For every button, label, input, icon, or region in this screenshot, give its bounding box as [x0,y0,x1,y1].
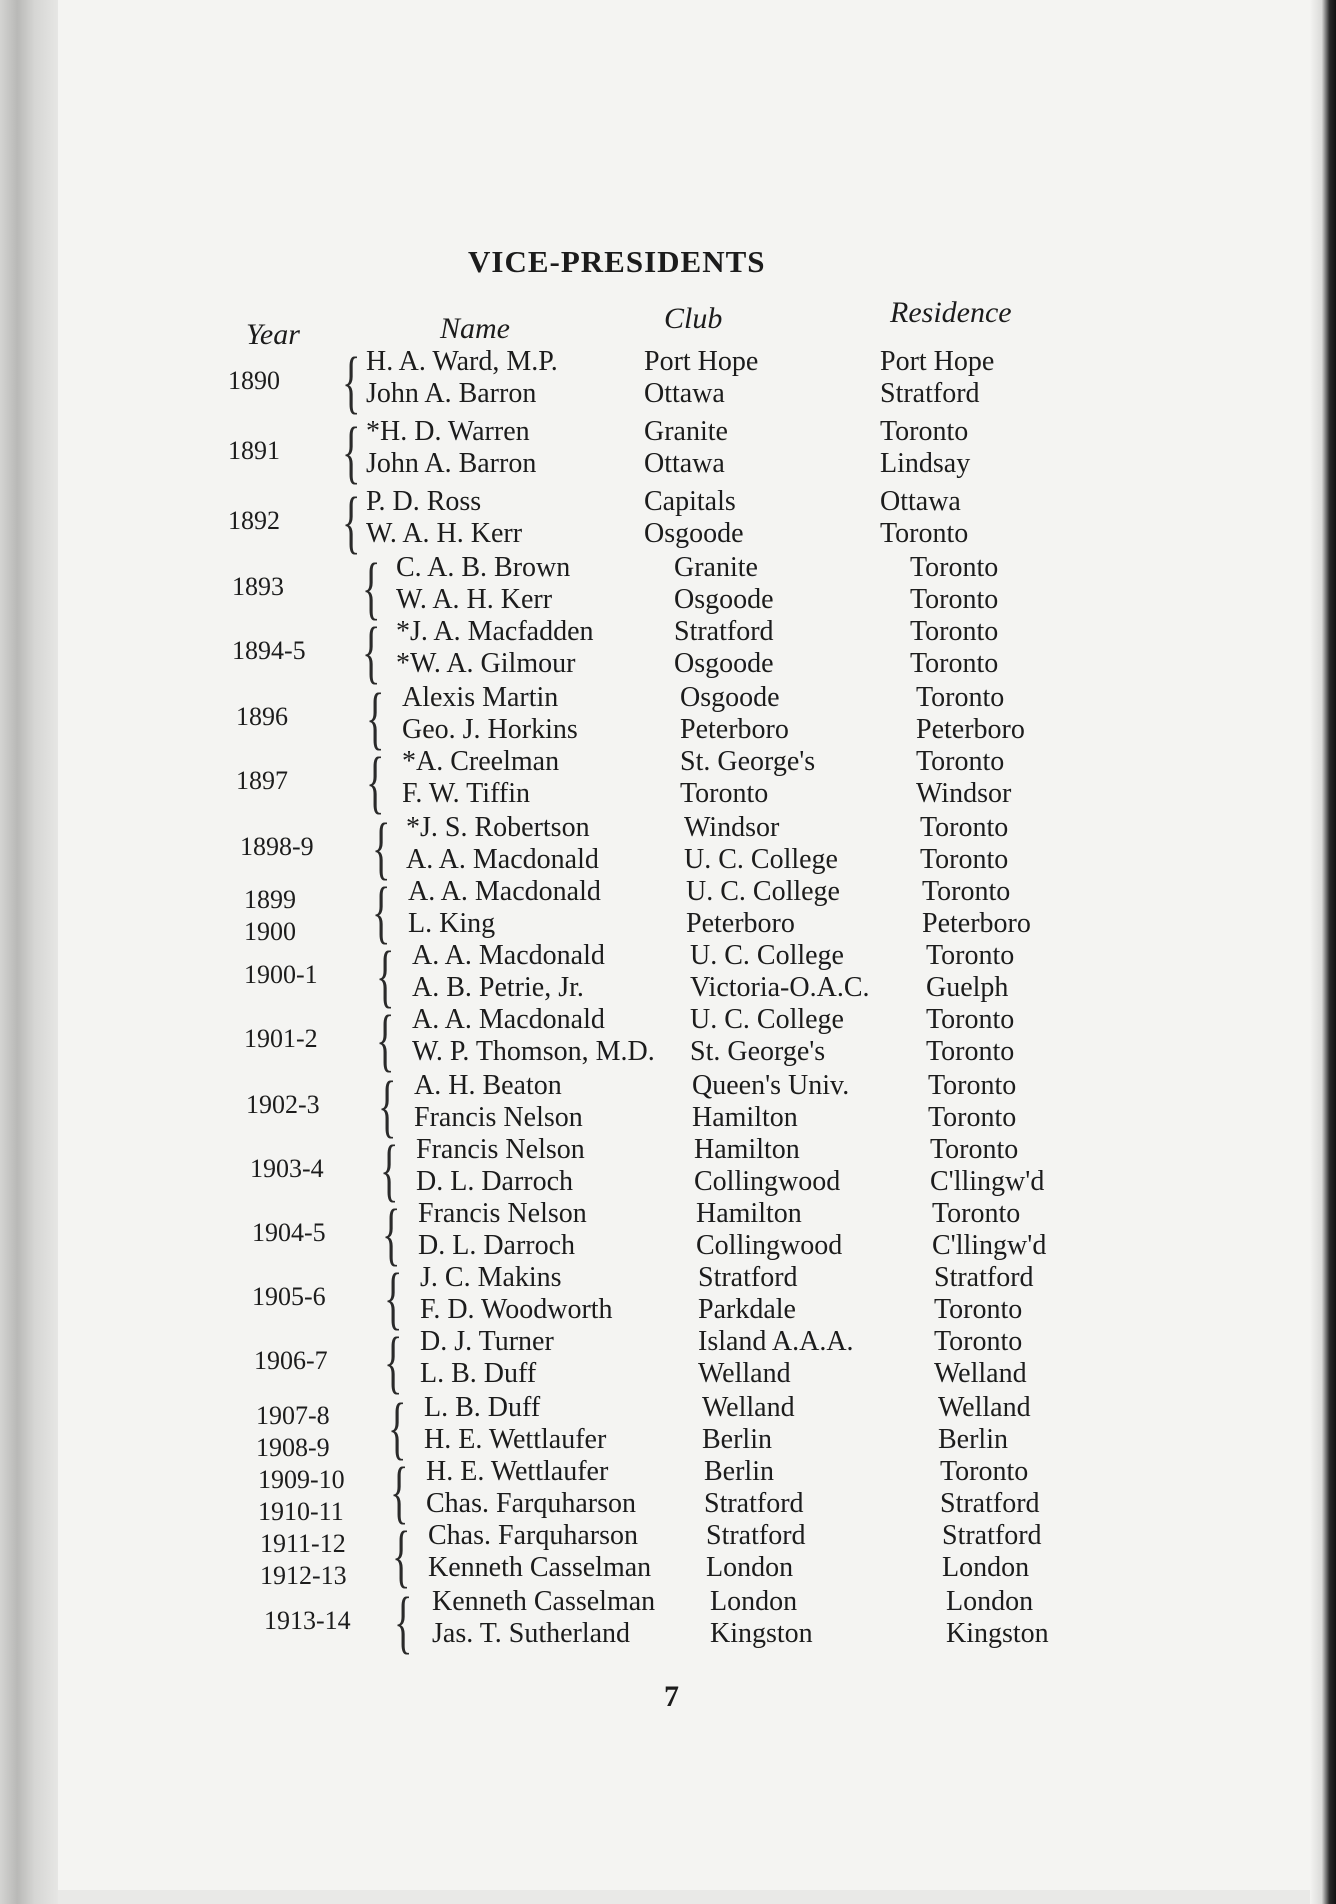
residence-cell: Toronto [934,1294,1023,1325]
club-cell: Stratford [698,1262,798,1293]
year-group [0,614,1300,691]
residence-cell: Toronto [922,876,1011,907]
year-cell: 1892 [228,506,280,535]
residence-cell: London [942,1552,1030,1583]
year-cell-first: 1909-10 [258,1465,345,1494]
name-cell: H. E. Wettlaufer [424,1424,607,1455]
year-group [0,484,1300,561]
residence-cell: London [946,1586,1034,1617]
year-group [0,1518,1300,1595]
residence-cell: Toronto [928,1070,1017,1101]
residence-cell: Toronto [916,746,1005,777]
year-group [0,1068,1300,1145]
club-cell: Queen's Univ. [692,1070,850,1101]
year-cell: 1902-3 [246,1090,320,1119]
club-cell: Welland [702,1392,795,1423]
year-cell: 1890 [228,366,280,395]
group-brace: { [382,1196,401,1273]
name-cell: A. A. Macdonald [408,876,601,907]
header-club: Club [664,302,723,335]
year-cell: 1905-6 [252,1282,326,1311]
name-cell: P. D. Ross [366,486,482,517]
group-brace: { [394,1584,413,1661]
residence-cell: Ottawa [880,486,961,517]
residence-cell: Toronto [930,1134,1019,1165]
club-cell: Collingwood [694,1166,841,1197]
name-cell: W. P. Thomson, M.D. [412,1036,655,1067]
group-brace: { [366,680,385,757]
name-cell: Kenneth Casselman [432,1586,656,1617]
residence-cell: Toronto [932,1198,1021,1229]
club-cell: St. George's [690,1036,826,1067]
year-cell [258,1464,345,1528]
year-cell-first: 1899 [244,885,296,914]
group-brace: { [372,874,391,951]
club-cell: Ottawa [644,378,725,409]
club-cell: Capitals [644,486,736,517]
club-cell: U. C. College [690,940,844,971]
group-brace: { [384,1260,403,1337]
residence-cell: Welland [938,1392,1031,1423]
residence-cell: Berlin [938,1424,1008,1455]
club-cell: Berlin [702,1424,772,1455]
residence-cell: Stratford [942,1520,1042,1551]
residence-cell: Guelph [926,972,1009,1003]
club-cell: Stratford [706,1520,806,1551]
year-group [0,344,1300,421]
name-cell: W. A. H. Kerr [366,518,523,549]
club-cell: Hamilton [694,1134,800,1165]
year-group [0,1196,1300,1273]
residence-cell: Toronto [934,1326,1023,1357]
header-year: Year [246,318,300,351]
group-brace: { [380,1132,399,1209]
year-group [0,810,1300,887]
page-title: VICE-PRESIDENTS [468,244,766,279]
residence-cell: Toronto [928,1102,1017,1133]
club-cell: Parkdale [698,1294,796,1325]
name-cell: *A. Creelman [402,746,560,777]
group-brace: { [372,810,391,887]
year-group [0,938,1300,1015]
club-cell: U. C. College [686,876,840,907]
club-cell: Granite [644,416,728,447]
residence-cell: C'llingw'd [930,1166,1045,1197]
group-brace: { [362,614,381,691]
name-cell: L. King [408,908,496,939]
header-residence: Residence [890,296,1012,329]
year-cell: 1896 [236,702,288,731]
club-cell: Osgoode [680,682,780,713]
year-group [0,1002,1300,1079]
residence-cell: C'llingw'd [932,1230,1047,1261]
group-brace: { [376,938,395,1015]
year-group [0,1454,1300,1531]
name-cell: Alexis Martin [402,682,559,713]
club-cell: Stratford [674,616,774,647]
club-cell: Collingwood [696,1230,843,1261]
residence-cell: Toronto [880,416,969,447]
year-group [0,744,1300,821]
residence-cell: Toronto [910,584,999,615]
name-cell: *J. A. Macfadden [396,616,594,647]
year-cell: 1904-5 [252,1218,326,1247]
year-cell: 1897 [236,766,288,795]
club-cell: Kingston [710,1618,813,1649]
year-cell-first: 1911-12 [260,1529,346,1558]
residence-cell: Toronto [910,648,999,679]
name-cell: A. A. Macdonald [406,844,599,875]
residence-cell: Stratford [940,1488,1040,1519]
club-cell: London [706,1552,794,1583]
name-cell: L. B. Duff [420,1358,537,1389]
name-cell: Francis Nelson [418,1198,587,1229]
residence-cell: Welland [934,1358,1027,1389]
club-cell: Island A.A.A. [698,1326,854,1357]
name-cell: A. A. Macdonald [412,940,605,971]
club-cell: Welland [698,1358,791,1389]
name-cell: D. L. Darroch [418,1230,576,1261]
name-cell: Francis Nelson [416,1134,585,1165]
club-cell: St. George's [680,746,816,777]
residence-cell: Windsor [916,778,1012,809]
year-cell: 1894-5 [232,636,306,665]
year-cell [260,1528,347,1592]
year-cell: 1893 [232,572,284,601]
year-group [0,1584,1300,1661]
year-group [0,1132,1300,1209]
name-cell: A. A. Macdonald [412,1004,605,1035]
year-group [0,874,1300,951]
name-cell: Chas. Farquharson [426,1488,636,1519]
year-group [0,1390,1300,1467]
club-cell: Windsor [684,812,780,843]
residence-cell: Toronto [940,1456,1029,1487]
year-group [0,414,1300,491]
year-cell: 1898-9 [240,832,314,861]
residence-cell: Kingston [946,1618,1049,1649]
club-cell: Victoria-O.A.C. [690,972,870,1003]
residence-cell: Stratford [934,1262,1034,1293]
year-cell-second: 1908-9 [256,1433,330,1462]
group-brace: { [390,1454,409,1531]
group-brace: { [378,1068,397,1145]
year-group [0,1260,1300,1337]
year-cell [256,1400,330,1464]
group-brace: { [388,1390,407,1467]
group-brace: { [342,344,361,421]
club-cell: Osgoode [644,518,744,549]
name-cell: John A. Barron [366,378,537,409]
name-cell: D. J. Turner [420,1326,554,1357]
name-cell: Chas. Farquharson [428,1520,638,1551]
name-cell: *W. A. Gilmour [396,648,576,679]
year-group [0,680,1300,757]
club-cell: U. C. College [690,1004,844,1035]
name-cell: A. H. Beaton [414,1070,562,1101]
name-cell: D. L. Darroch [416,1166,574,1197]
group-brace: { [342,414,361,491]
year-cell: 1906-7 [254,1346,328,1375]
name-cell: C. A. B. Brown [396,552,571,583]
name-cell: F. W. Tiffin [402,778,530,809]
club-cell: Osgoode [674,648,774,679]
group-brace: { [366,744,385,821]
name-cell: H. A. Ward, M.P. [366,346,558,377]
name-cell: L. B. Duff [424,1392,541,1423]
year-cell: 1901-2 [244,1024,318,1053]
name-cell: H. E. Wettlaufer [426,1456,609,1487]
year-cell [244,884,296,948]
year-cell: 1913-14 [264,1606,351,1635]
group-brace: { [342,484,361,561]
residence-cell: Toronto [926,1004,1015,1035]
club-cell: Ottawa [644,448,725,479]
club-cell: Berlin [704,1456,774,1487]
name-cell: J. C. Makins [420,1262,562,1293]
name-cell: W. A. H. Kerr [396,584,553,615]
year-cell: 1900-1 [244,960,318,989]
residence-cell: Toronto [920,844,1009,875]
year-cell: 1891 [228,436,280,465]
name-cell: Geo. J. Horkins [402,714,578,745]
name-cell: John A. Barron [366,448,537,479]
name-cell: F. D. Woodworth [420,1294,613,1325]
club-cell: London [710,1586,798,1617]
group-brace: { [362,550,381,627]
name-cell: *H. D. Warren [366,416,530,447]
club-cell: Port Hope [644,346,759,377]
residence-cell: Toronto [910,616,999,647]
club-cell: Hamilton [696,1198,802,1229]
club-cell: Stratford [704,1488,804,1519]
group-brace: { [392,1518,411,1595]
header-name: Name [440,312,510,345]
club-cell: Toronto [680,778,769,809]
year-group [0,1324,1300,1401]
residence-cell: Port Hope [880,346,995,377]
club-cell: Osgoode [674,584,774,615]
club-cell: Granite [674,552,758,583]
name-cell: Kenneth Casselman [428,1552,652,1583]
residence-cell: Toronto [920,812,1009,843]
page-number: 7 [664,1680,679,1713]
club-cell: Hamilton [692,1102,798,1133]
name-cell: *J. S. Robertson [406,812,590,843]
residence-cell: Peterboro [922,908,1031,939]
club-cell: Peterboro [686,908,795,939]
residence-cell: Peterboro [916,714,1025,745]
residence-cell: Toronto [916,682,1005,713]
year-group [0,550,1300,627]
year-cell-second: 1910-11 [258,1497,344,1526]
year-cell-second: 1912-13 [260,1561,347,1590]
club-cell: Peterboro [680,714,789,745]
year-cell-second: 1900 [244,917,296,946]
residence-cell: Stratford [880,378,980,409]
residence-cell: Lindsay [880,448,971,479]
name-cell: Francis Nelson [414,1102,583,1133]
group-brace: { [384,1324,403,1401]
residence-cell: Toronto [880,518,969,549]
year-cell-first: 1907-8 [256,1401,330,1430]
group-brace: { [376,1002,395,1079]
residence-cell: Toronto [910,552,999,583]
residence-cell: Toronto [926,1036,1015,1067]
page-edge [1310,0,1336,1904]
residence-cell: Toronto [926,940,1015,971]
name-cell: A. B. Petrie, Jr. [412,972,584,1003]
name-cell: Jas. T. Sutherland [432,1618,631,1649]
year-cell: 1903-4 [250,1154,324,1183]
club-cell: U. C. College [684,844,838,875]
